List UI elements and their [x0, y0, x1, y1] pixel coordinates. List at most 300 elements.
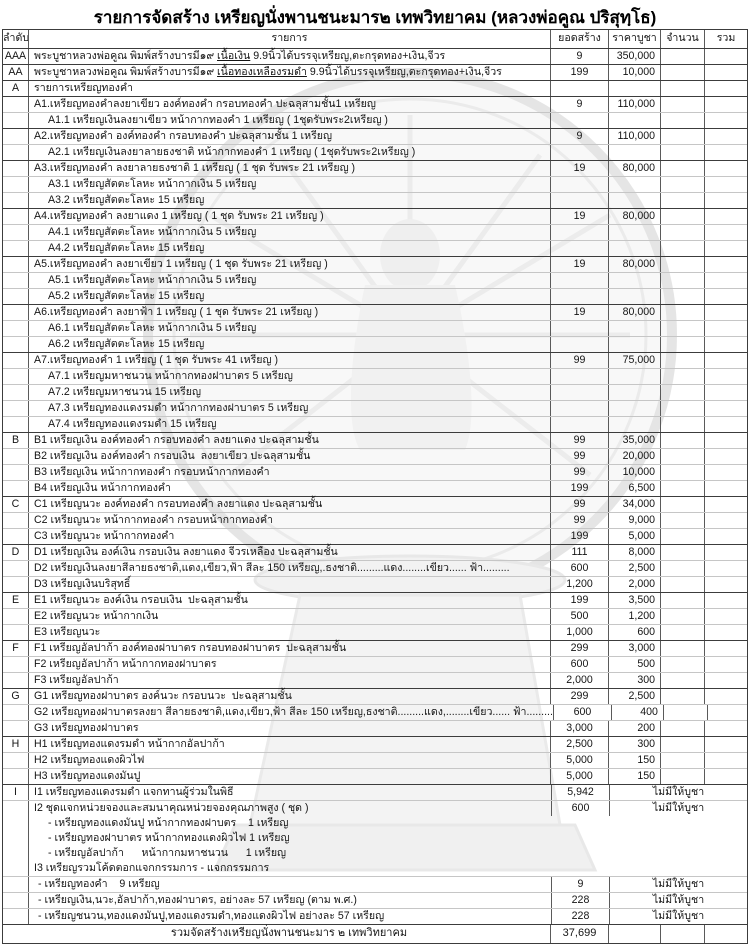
made-count-cell: 1,200: [550, 577, 608, 592]
quantity-cell: [660, 81, 704, 96]
row-letter: [3, 513, 28, 528]
row-letter: [3, 909, 28, 924]
table-row: [3, 176, 747, 192]
item-cell: A4.เหรียญทองคำ ลงยาแดง 1 เหรียญ ( 1 ชุด รับพระ 21 เหรียญ ): [28, 209, 550, 224]
total-no-cell: [3, 925, 28, 943]
price-cell: 75,000: [608, 353, 660, 368]
price-cell: 300: [608, 673, 660, 688]
row-letter: G: [11, 690, 20, 702]
row-letter: [3, 801, 28, 816]
item-cell: F1 เหรียญอัลปาก้า องค์ทองฝาบาตร กรอบทองฝาบาตร ปะฉลุสามชั้น: [28, 641, 550, 656]
made-count-cell: [550, 401, 608, 416]
quantity-cell: [660, 385, 704, 400]
made-count-cell: [550, 193, 608, 208]
price-cell: 2,000: [608, 577, 660, 592]
table-row: [3, 672, 747, 688]
row-letter: [3, 561, 28, 576]
quantity-cell: [660, 353, 704, 368]
table-row: [3, 384, 747, 400]
item-cell: C1 เหรียญนวะ องค์ทองคำ กรอบทองคำ ลงยาแดง ปะฉลุสามชั้น: [28, 497, 550, 512]
sum-cell: [704, 545, 747, 560]
made-count-cell: 3,000: [550, 721, 608, 736]
item-cell: A7.เหรียญทองคำ 1 เหรียญ ( 1 ชุด รับพระ 41 เหรียญ ): [28, 353, 550, 368]
sum-cell: [704, 353, 747, 368]
price-cell: 3,500: [608, 593, 660, 608]
price-cell: 600: [608, 625, 660, 640]
table-row: [3, 704, 747, 720]
made-count-cell: [550, 81, 608, 96]
table-row: [3, 304, 747, 320]
row-letter: [3, 893, 28, 908]
made-count-cell: 5,942: [551, 785, 609, 800]
table-row: [3, 496, 747, 512]
quantity-cell: [660, 401, 704, 416]
made-count-cell: 5,000: [550, 753, 608, 768]
made-count-cell: 500: [550, 609, 608, 624]
price-cell: 6,500: [608, 481, 660, 496]
made-count-cell: 5,000: [550, 769, 608, 784]
header-total: รวม: [704, 30, 747, 48]
quantity-cell: [660, 337, 704, 352]
item-cell: H3 เหรียญทองแดงมันปู: [28, 769, 550, 784]
sum-cell: [704, 161, 747, 176]
table-row: [3, 432, 747, 448]
quantity-cell: [660, 49, 704, 64]
made-count-cell: 19: [550, 257, 608, 272]
table-row: [3, 160, 747, 176]
quantity-cell: [660, 577, 704, 592]
no-price-cell: ไม่มีให้บูชา: [609, 801, 747, 816]
item-cell: H2 เหรียญทองแดงผิวไฟ: [28, 753, 550, 768]
table-row: [3, 752, 747, 768]
sum-cell: [704, 97, 747, 112]
row-letter: [3, 321, 28, 336]
table-row: [3, 480, 747, 496]
table-body: [3, 48, 747, 924]
sum-cell: [704, 81, 747, 96]
price-cell: 300: [608, 737, 660, 752]
item-cell: A3.2 เหรียญสัตตะโลหะ 15 เหรียญ: [28, 193, 550, 208]
table-row: [3, 64, 747, 80]
made-count-cell: 99: [550, 433, 608, 448]
row-letter: [3, 816, 28, 831]
made-count-cell: 19: [550, 209, 608, 224]
item-cell: [28, 49, 550, 64]
row-letter: H: [11, 738, 20, 750]
header-item: รายการ: [28, 30, 550, 48]
made-count-cell: [550, 225, 608, 240]
sum-cell: [704, 417, 747, 432]
row-letter: [3, 609, 28, 624]
price-cell: 10,000: [608, 465, 660, 480]
row-letter: [3, 625, 28, 640]
item-cell: H1 เหรียญทองแดงรมดำ หน้ากากอัลปาก้า: [28, 737, 550, 752]
item-cell: A7.1 เหรียญมหาชนวน หน้ากากทองฝาบาตร 5 เหรียญ: [28, 369, 550, 384]
item-cell: G1 เหรียญทองฝาบาตร องค์นวะ กรอบนวะ ปะฉลุสามชั้น: [28, 689, 550, 704]
made-count-cell: 199: [550, 593, 608, 608]
made-count-cell: 600: [551, 801, 609, 816]
sum-cell: [704, 481, 747, 496]
table-row: [3, 576, 747, 592]
item-cell: I3 เหรียญรวมโค้ดตอกแจกกรรมการ - แจกกรรมการ: [28, 861, 555, 876]
total-sum-cell: [704, 925, 747, 943]
item-cell: - เหรียญทองแดงมันปู หน้ากากทองฝาบตร 1 เหรียญ: [28, 816, 555, 831]
sum-cell: [704, 241, 747, 256]
table-row: [3, 320, 747, 336]
made-count-cell: 99: [550, 353, 608, 368]
quantity-cell: [660, 321, 704, 336]
table-row: [3, 560, 747, 576]
price-cell: 110,000: [608, 129, 660, 144]
table-row: [3, 192, 747, 208]
item-text-underlined: เนื้อทองเหลืองรมดำ: [217, 66, 307, 78]
row-letter: [3, 353, 28, 368]
table-row: [3, 256, 747, 272]
item-cell: - เหรียญทองคำ 9 เหรียญ: [28, 877, 551, 892]
sum-cell: [704, 465, 747, 480]
row-letter: [3, 369, 28, 384]
no-price-cell: ไม่มีให้บูชา: [609, 785, 747, 800]
price-cell: [608, 113, 660, 128]
quantity-cell: [660, 193, 704, 208]
quantity-cell: [660, 449, 704, 464]
header-qty: จำนวน: [660, 30, 704, 48]
made-count-cell: [550, 369, 608, 384]
table-row: [3, 224, 747, 240]
price-cell: [608, 289, 660, 304]
quantity-cell: [660, 417, 704, 432]
row-letter: AA: [8, 66, 23, 78]
price-cell: [608, 401, 660, 416]
sum-cell: [704, 497, 747, 512]
price-cell: [608, 193, 660, 208]
sum-cell: [704, 401, 747, 416]
quantity-cell: [660, 497, 704, 512]
made-count-cell: 228: [551, 909, 609, 924]
item-cell: [28, 65, 550, 80]
item-text: 9.9นิ้วได้บรรจุเหรียญ,ตะกรุดทอง+เงิน,จีวร: [306, 66, 502, 78]
table-row: [3, 608, 747, 624]
table-row: [3, 892, 747, 908]
price-cell: [608, 321, 660, 336]
table-row: [3, 640, 747, 656]
sum-cell: [704, 769, 747, 784]
made-count-cell: 600: [550, 561, 608, 576]
quantity-cell: [660, 465, 704, 480]
item-cell: D3 เหรียญเงินบริสุทธิ์: [28, 577, 550, 592]
price-cell: [608, 417, 660, 432]
quantity-cell: [660, 113, 704, 128]
item-cell: A6.เหรียญทองคำ ลงยาฟ้า 1 เหรียญ ( 1 ชุด รับพระ 21 เหรียญ ): [28, 305, 550, 320]
empty-cell: [555, 831, 747, 846]
sum-cell: [704, 721, 747, 736]
row-letter: A: [11, 82, 20, 94]
item-cell: รายการเหรียญทองคำ: [28, 81, 550, 96]
item-cell: C2 เหรียญนวะ หน้ากากทองคำ กรอบหน้ากากทองคำ: [28, 513, 550, 528]
table-header-row: [3, 30, 747, 48]
made-count-cell: 9: [550, 129, 608, 144]
item-cell: A1.เหรียญทองคำลงยาเขียว องค์ทองคำ กรอบทองคำ ปะฉลุสามชั้น1 เหรียญ: [28, 97, 550, 112]
row-letter: [3, 273, 28, 288]
quantity-cell: [660, 721, 704, 736]
quantity-cell: [660, 129, 704, 144]
price-cell: [608, 177, 660, 192]
row-letter: [3, 305, 28, 320]
quantity-cell: [660, 529, 704, 544]
made-count-cell: 2,000: [550, 673, 608, 688]
row-letter: [3, 401, 28, 416]
table-row: [3, 352, 747, 368]
item-cell: A7.3 เหรียญทองแดงรมดำ หน้ากากทองฝาบาตร 5 เหรียญ: [28, 401, 550, 416]
total-price-cell: [608, 925, 660, 943]
no-price-cell: ไม่มีให้บูชา: [609, 893, 747, 908]
row-letter: B: [11, 434, 20, 446]
quantity-cell: [660, 225, 704, 240]
row-letter: I: [14, 786, 17, 798]
sum-cell: [704, 641, 747, 656]
price-cell: 80,000: [608, 161, 660, 176]
item-cell: A5.เหรียญทองคำ ลงยาเขียว 1 เหรียญ ( 1 ชุด รับพระ 21 เหรียญ ): [28, 257, 550, 272]
row-letter: E: [11, 594, 20, 606]
quantity-cell: [660, 641, 704, 656]
made-count-cell: 111: [550, 545, 608, 560]
table-row: [3, 512, 747, 528]
price-cell: 400: [611, 705, 663, 720]
quantity-cell: [660, 625, 704, 640]
item-text: พระบูชาหลวงพ่อคูณ พิมพ์สร้างบารมี๑๙: [34, 66, 218, 78]
quantity-cell: [660, 369, 704, 384]
table-row: [3, 336, 747, 352]
made-count-cell: 19: [550, 305, 608, 320]
price-cell: 35,000: [608, 433, 660, 448]
price-cell: [608, 241, 660, 256]
quantity-cell: [660, 593, 704, 608]
quantity-cell: [660, 561, 704, 576]
sum-cell: [704, 657, 747, 672]
table-row: [3, 416, 747, 432]
item-cell: A1.1 เหรียญเงินลงยาเขียว หน้ากากทองคำ 1 เหรียญ ( 1ชุดรับพระ2เหรียญ ): [28, 113, 550, 128]
item-cell: D1 เหรียญเงิน องค์เงิน กรอบเงิน ลงยาแดง จีวรเหลือง ปะฉลุสามชั้น: [28, 545, 550, 560]
item-cell: - เหรียญทองฝาบาตร หน้ากากทองแดงผิวไฟ 1 เหรียญ: [28, 831, 555, 846]
row-letter: [3, 753, 28, 768]
total-qty-cell: [660, 925, 704, 943]
quantity-cell: [660, 289, 704, 304]
row-letter: [3, 529, 28, 544]
table-row: [3, 240, 747, 256]
made-count-cell: 600: [550, 657, 608, 672]
price-cell: 10,000: [608, 65, 660, 80]
sum-cell: [704, 65, 747, 80]
price-cell: 20,000: [608, 449, 660, 464]
sum-cell: [704, 225, 747, 240]
table-row: [3, 128, 747, 144]
price-cell: 3,000: [608, 641, 660, 656]
sum-cell: [704, 433, 747, 448]
made-count-cell: 99: [550, 449, 608, 464]
item-text: พระบูชาหลวงพ่อคูณ พิมพ์สร้างบารมี๑๙: [34, 50, 218, 62]
sum-cell: [704, 177, 747, 192]
row-letter: [3, 161, 28, 176]
price-cell: [608, 337, 660, 352]
made-count-cell: [550, 289, 608, 304]
row-letter: [3, 241, 28, 256]
price-cell: [608, 369, 660, 384]
price-cell: 200: [608, 721, 660, 736]
row-letter: [3, 481, 28, 496]
row-letter: [3, 129, 28, 144]
sum-cell: [704, 625, 747, 640]
table-row: [3, 876, 747, 892]
sum-cell: [704, 609, 747, 624]
sum-cell: [704, 737, 747, 752]
item-cell: A7.2 เหรียญมหาชนวน 15 เหรียญ: [28, 385, 550, 400]
price-cell: [608, 145, 660, 160]
item-cell: B4 เหรียญเงิน หน้ากากทองคำ: [28, 481, 550, 496]
sum-cell: [704, 689, 747, 704]
table-row: [3, 768, 747, 784]
row-letter: F: [12, 642, 19, 654]
row-letter: [3, 721, 28, 736]
table-row: [3, 544, 747, 560]
row-letter: [3, 831, 28, 846]
no-price-cell: ไม่มีให้บูชา: [609, 909, 747, 924]
row-letter: [3, 577, 28, 592]
table-row: [3, 720, 747, 736]
table-row: [3, 908, 747, 924]
made-count-cell: [550, 273, 608, 288]
empty-cell: [555, 846, 747, 861]
item-cell: E1 เหรียญนวะ องค์เงิน กรอบเงิน ปะฉลุสามชั้น: [28, 593, 550, 608]
item-cell: F2 เหรียญอัลปาก้า หน้ากากทองฝาบาตร: [28, 657, 550, 672]
item-cell: - เหรียญอัลปาก้า หน้ากากมหาชนวน 1 เหรียญ: [28, 846, 555, 861]
item-cell: A6.1 เหรียญสัตตะโลหะ หน้ากากเงิน 5 เหรียญ: [28, 321, 550, 336]
row-letter: [3, 225, 28, 240]
made-count-cell: 299: [550, 689, 608, 704]
sum-cell: [704, 209, 747, 224]
total-label: รวมจัดสร้างเหรียญนั่งพานชนะมาร ๒ เทพวิทยาคม: [170, 927, 408, 939]
sum-cell: [704, 593, 747, 608]
item-cell: G2 เหรียญทองฝาบาตรลงยา สีลายธงชาติ,แดง,เขียว,ฟ้า สีละ 150 เหรียญ,ธงชาติ.........แดง,........เขียว...... ฟ้า.........: [28, 705, 553, 720]
item-cell: F3 เหรียญอัลปาก้า: [28, 673, 550, 688]
made-count-cell: 199: [550, 481, 608, 496]
sum-cell: [704, 129, 747, 144]
quantity-cell: [660, 657, 704, 672]
sum-cell: [704, 305, 747, 320]
header-no: ลำดับ: [3, 32, 30, 44]
made-count-cell: [550, 145, 608, 160]
sum-cell: [704, 577, 747, 592]
quantity-cell: [660, 145, 704, 160]
row-letter: [3, 861, 28, 876]
row-letter: AAA: [4, 50, 27, 62]
table-row: [3, 816, 747, 831]
made-count-cell: [550, 385, 608, 400]
row-letter: [3, 705, 28, 720]
sum-cell: [704, 145, 747, 160]
made-count-cell: 99: [550, 465, 608, 480]
total-made-value: 37,699: [550, 925, 608, 943]
sum-cell: [704, 193, 747, 208]
quantity-cell: [660, 161, 704, 176]
empty-cell: [555, 816, 747, 831]
price-cell: 350,000: [608, 49, 660, 64]
item-cell: B1 เหรียญเงิน องค์ทองคำ กรอบทองคำ ลงยาแดง ปะฉลุสามชั้น: [28, 433, 550, 448]
sum-cell: [704, 113, 747, 128]
item-cell: A3.1 เหรียญสัตตะโลหะ หน้ากากเงิน 5 เหรียญ: [28, 177, 550, 192]
item-cell: A2.เหรียญทองคำ องค์ทองคำ กรอบทองคำ ปะฉลุสามชั้น 1 เหรียญ: [28, 129, 550, 144]
made-count-cell: 199: [550, 65, 608, 80]
sum-cell: [704, 753, 747, 768]
table-row: [3, 368, 747, 384]
quantity-cell: [660, 433, 704, 448]
quantity-cell: [660, 305, 704, 320]
row-letter: [3, 209, 28, 224]
quantity-cell: [660, 737, 704, 752]
table-row: [3, 528, 747, 544]
quantity-cell: [660, 689, 704, 704]
item-cell: A5.1 เหรียญสัตตะโลหะ หน้ากากเงิน 5 เหรียญ: [28, 273, 550, 288]
table-row: [3, 112, 747, 128]
price-cell: [608, 385, 660, 400]
made-count-cell: 19: [550, 161, 608, 176]
table-row: [3, 80, 747, 96]
table-row: [3, 272, 747, 288]
price-cell: 500: [608, 657, 660, 672]
row-letter: [3, 877, 28, 892]
table-row: [3, 288, 747, 304]
row-letter: C: [11, 498, 20, 510]
price-cell: 1,200: [608, 609, 660, 624]
quantity-cell: [660, 673, 704, 688]
row-letter: [3, 193, 28, 208]
empty-cell: [555, 861, 747, 876]
row-letter: [3, 113, 28, 128]
production-table: [2, 29, 748, 944]
item-cell: D2 เหรียญเงินลงยาสีลายธงชาติ,แดง,เขียว,ฟ้า สีละ 150 เหรียญ,.ธงชาติ.........แดง........เขียว...... ฟ้า.........: [28, 561, 550, 576]
sum-cell: [704, 561, 747, 576]
sum-cell: [704, 273, 747, 288]
sum-cell: [704, 257, 747, 272]
row-letter: [3, 657, 28, 672]
price-cell: 150: [608, 769, 660, 784]
sum-cell: [704, 529, 747, 544]
table-row: [3, 624, 747, 640]
row-letter: [3, 846, 28, 861]
page-title: รายการจัดสร้าง เหรียญนั่งพานชนะมาร๒ เทพวิทยาคม (หลวงพ่อคูณ ปริสุทฺโธ): [93, 8, 657, 27]
table-row: [3, 736, 747, 752]
price-cell: 2,500: [608, 561, 660, 576]
quantity-cell: [660, 257, 704, 272]
item-cell: A2.1 เหรียญเงินลงยาลายธงชาติ หน้ากากทองคำ 1 เหรียญ ( 1ชุดรับพระ2เหรียญ ): [28, 145, 550, 160]
quantity-cell: [660, 97, 704, 112]
item-cell: A4.2 เหรียญสัตตะโลหะ 15 เหรียญ: [28, 241, 550, 256]
item-text-underlined: เนื้อเงิน: [217, 50, 251, 62]
sum-cell: [704, 289, 747, 304]
table-row: [3, 784, 747, 800]
row-letter: D: [11, 546, 20, 558]
row-letter: [3, 97, 28, 112]
price-cell: 8,000: [608, 545, 660, 560]
item-cell: E3 เหรียญนวะ: [28, 625, 550, 640]
quantity-cell: [663, 705, 707, 720]
table-total-row: [3, 924, 747, 943]
price-cell: 80,000: [608, 305, 660, 320]
item-cell: A4.1 เหรียญสัตตะโลหะ หน้ากากเงิน 5 เหรียญ: [28, 225, 550, 240]
price-cell: 150: [608, 753, 660, 768]
row-letter: [3, 289, 28, 304]
price-cell: [608, 273, 660, 288]
item-cell: A3.เหรียญทองคำ ลงยาลายธงชาติ 1 เหรียญ ( 1 ชุด รับพระ 21 เหรียญ ): [28, 161, 550, 176]
